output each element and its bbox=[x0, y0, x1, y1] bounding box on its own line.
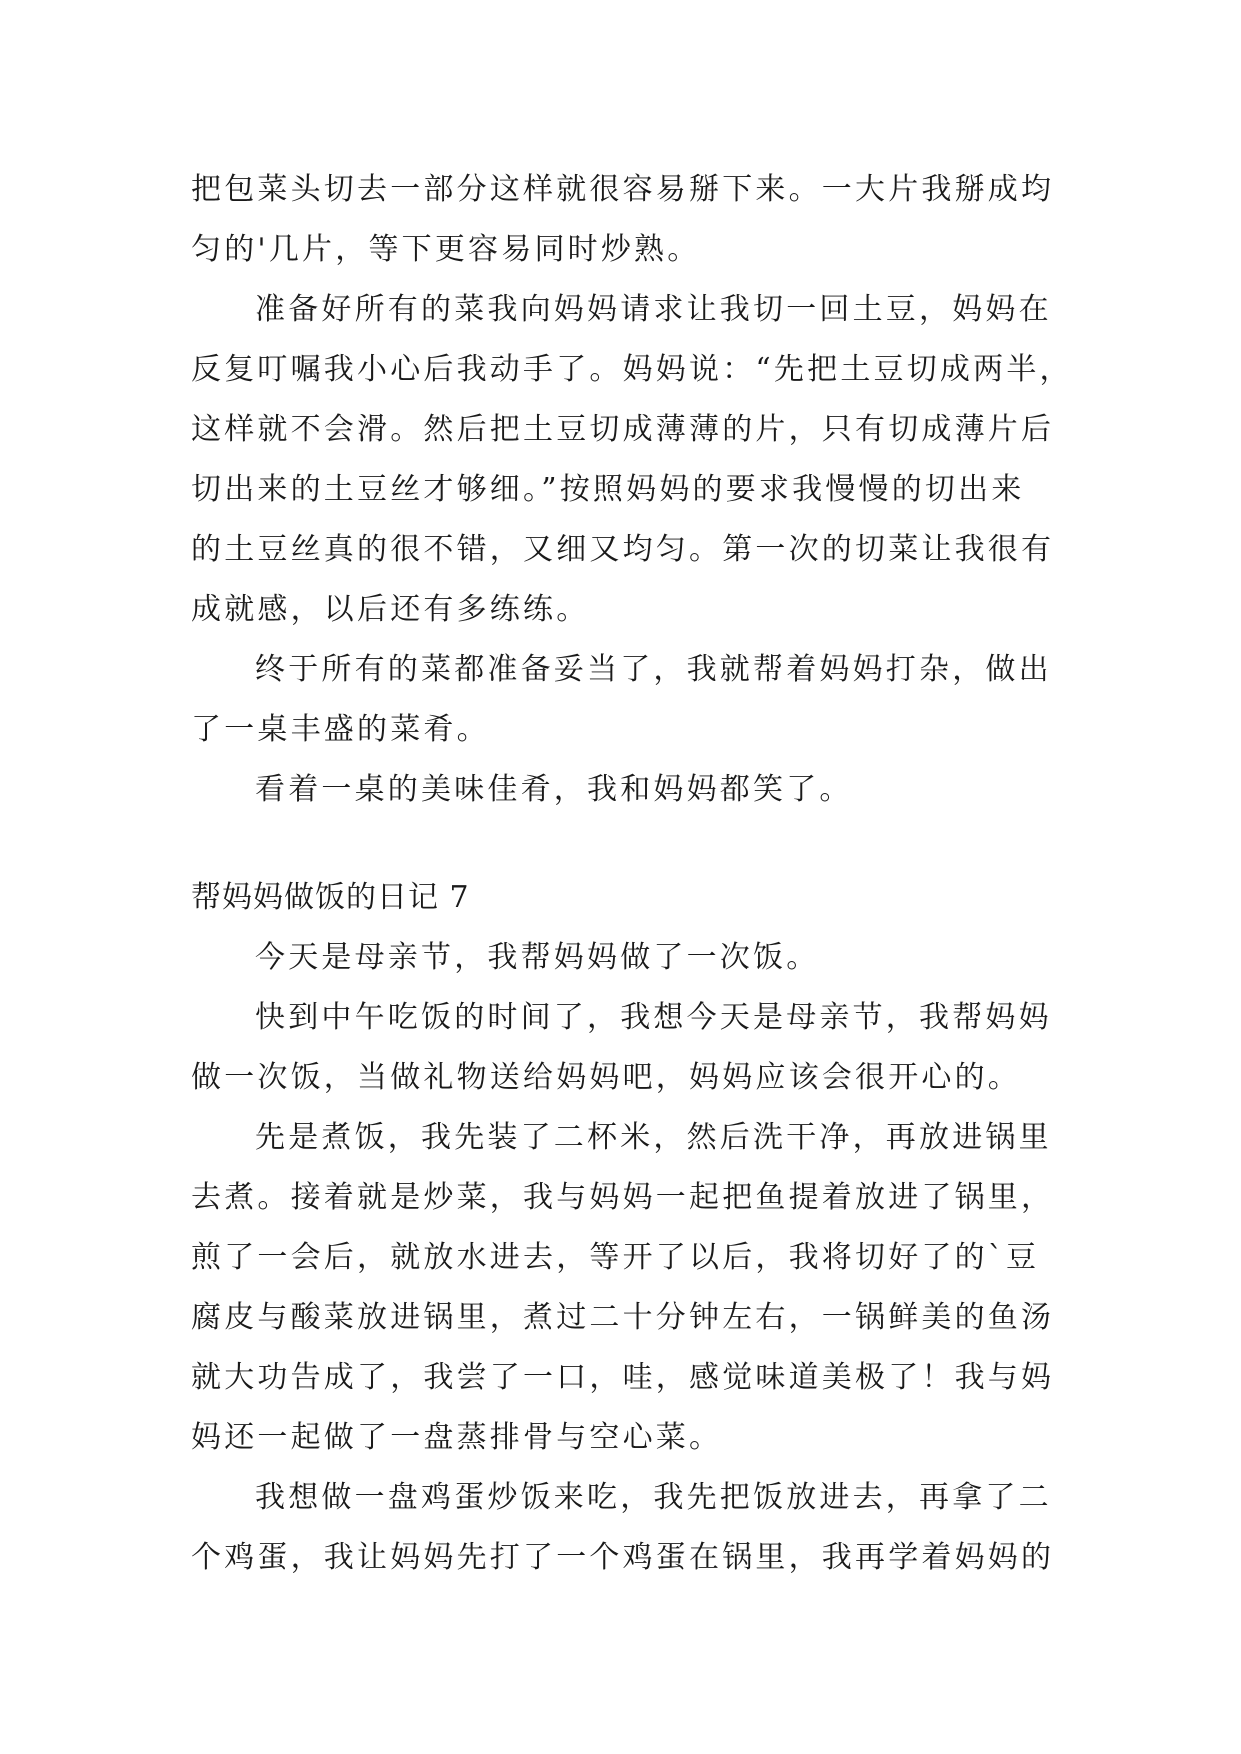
text-line: 腐皮与酸菜放进锅里，煮过二十分钟左右，一锅鲜美的鱼汤 bbox=[191, 1300, 1055, 1335]
text-line: 妈还一起做了一盘蒸排骨与空心菜。 bbox=[191, 1420, 723, 1455]
text-line: 终于所有的菜都准备妥当了，我就帮着妈妈打杂，做出 bbox=[255, 652, 1052, 687]
text-line: 个鸡蛋，我让妈妈先打了一个鸡蛋在锅里，我再学着妈妈的 bbox=[191, 1540, 1055, 1575]
paragraph bbox=[191, 988, 1061, 1108]
paragraph bbox=[191, 280, 1073, 640]
document-page bbox=[191, 160, 1073, 1588]
text-line: 准备好所有的菜我向妈妈请求让我切一回土豆，妈妈在 bbox=[255, 292, 1052, 327]
text-line: 先是煮饭，我先装了二杯米，然后洗干净，再放进锅里 bbox=[255, 1120, 1052, 1155]
text-line: 反复叮嘱我小心后我动手了。妈妈说：“先把土豆切成两半， bbox=[191, 352, 1073, 387]
text-line: 就大功告成了，我尝了一口，哇，感觉味道美极了！我与妈 bbox=[191, 1360, 1055, 1395]
text-line: 这样就不会滑。然后把土豆切成薄薄的片，只有切成薄片后 bbox=[191, 412, 1055, 447]
text-line: 快到中午吃饭的时间了，我想今天是母亲节，我帮妈妈 bbox=[255, 1000, 1052, 1035]
paragraph bbox=[191, 640, 1061, 760]
text-line: 成就感，以后还有多练练。 bbox=[191, 592, 590, 627]
paragraph bbox=[191, 160, 1061, 280]
text-line: 去煮。接着就是炒菜，我与妈妈一起把鱼提着放进了锅里， bbox=[191, 1180, 1055, 1215]
paragraph bbox=[191, 760, 1061, 820]
text-line: 煎了一会后，就放水进去，等开了以后，我将切好了的`豆 bbox=[191, 1240, 1040, 1275]
paragraph bbox=[191, 928, 1061, 988]
section-gap bbox=[191, 820, 1061, 868]
paragraph bbox=[191, 1468, 1061, 1588]
section-title: 帮妈妈做饭的日记 7 bbox=[191, 880, 470, 915]
text-line: 今天是母亲节，我帮妈妈做了一次饭。 bbox=[255, 940, 820, 975]
text-line: 看着一桌的美味佳肴，我和妈妈都笑了。 bbox=[255, 772, 853, 807]
text-line: 做一次饭，当做礼物送给妈妈吧，妈妈应该会很开心的。 bbox=[191, 1060, 1021, 1095]
paragraph bbox=[191, 1108, 1061, 1468]
text-line: 的土豆丝真的很不错，又细又均匀。第一次的切菜让我很有 bbox=[191, 532, 1055, 567]
text-line: 了一桌丰盛的菜肴。 bbox=[191, 712, 490, 747]
text-line: 切出来的土豆丝才够细。”按照妈妈的要求我慢慢的切出来 bbox=[191, 472, 1025, 507]
text-line: 把包菜头切去一部分这样就很容易掰下来。一大片我掰成均 bbox=[191, 172, 1055, 207]
text-line: 匀的'几片，等下更容易同时炒熟。 bbox=[191, 232, 701, 267]
text-line: 我想做一盘鸡蛋炒饭来吃，我先把饭放进去，再拿了二 bbox=[255, 1480, 1052, 1515]
